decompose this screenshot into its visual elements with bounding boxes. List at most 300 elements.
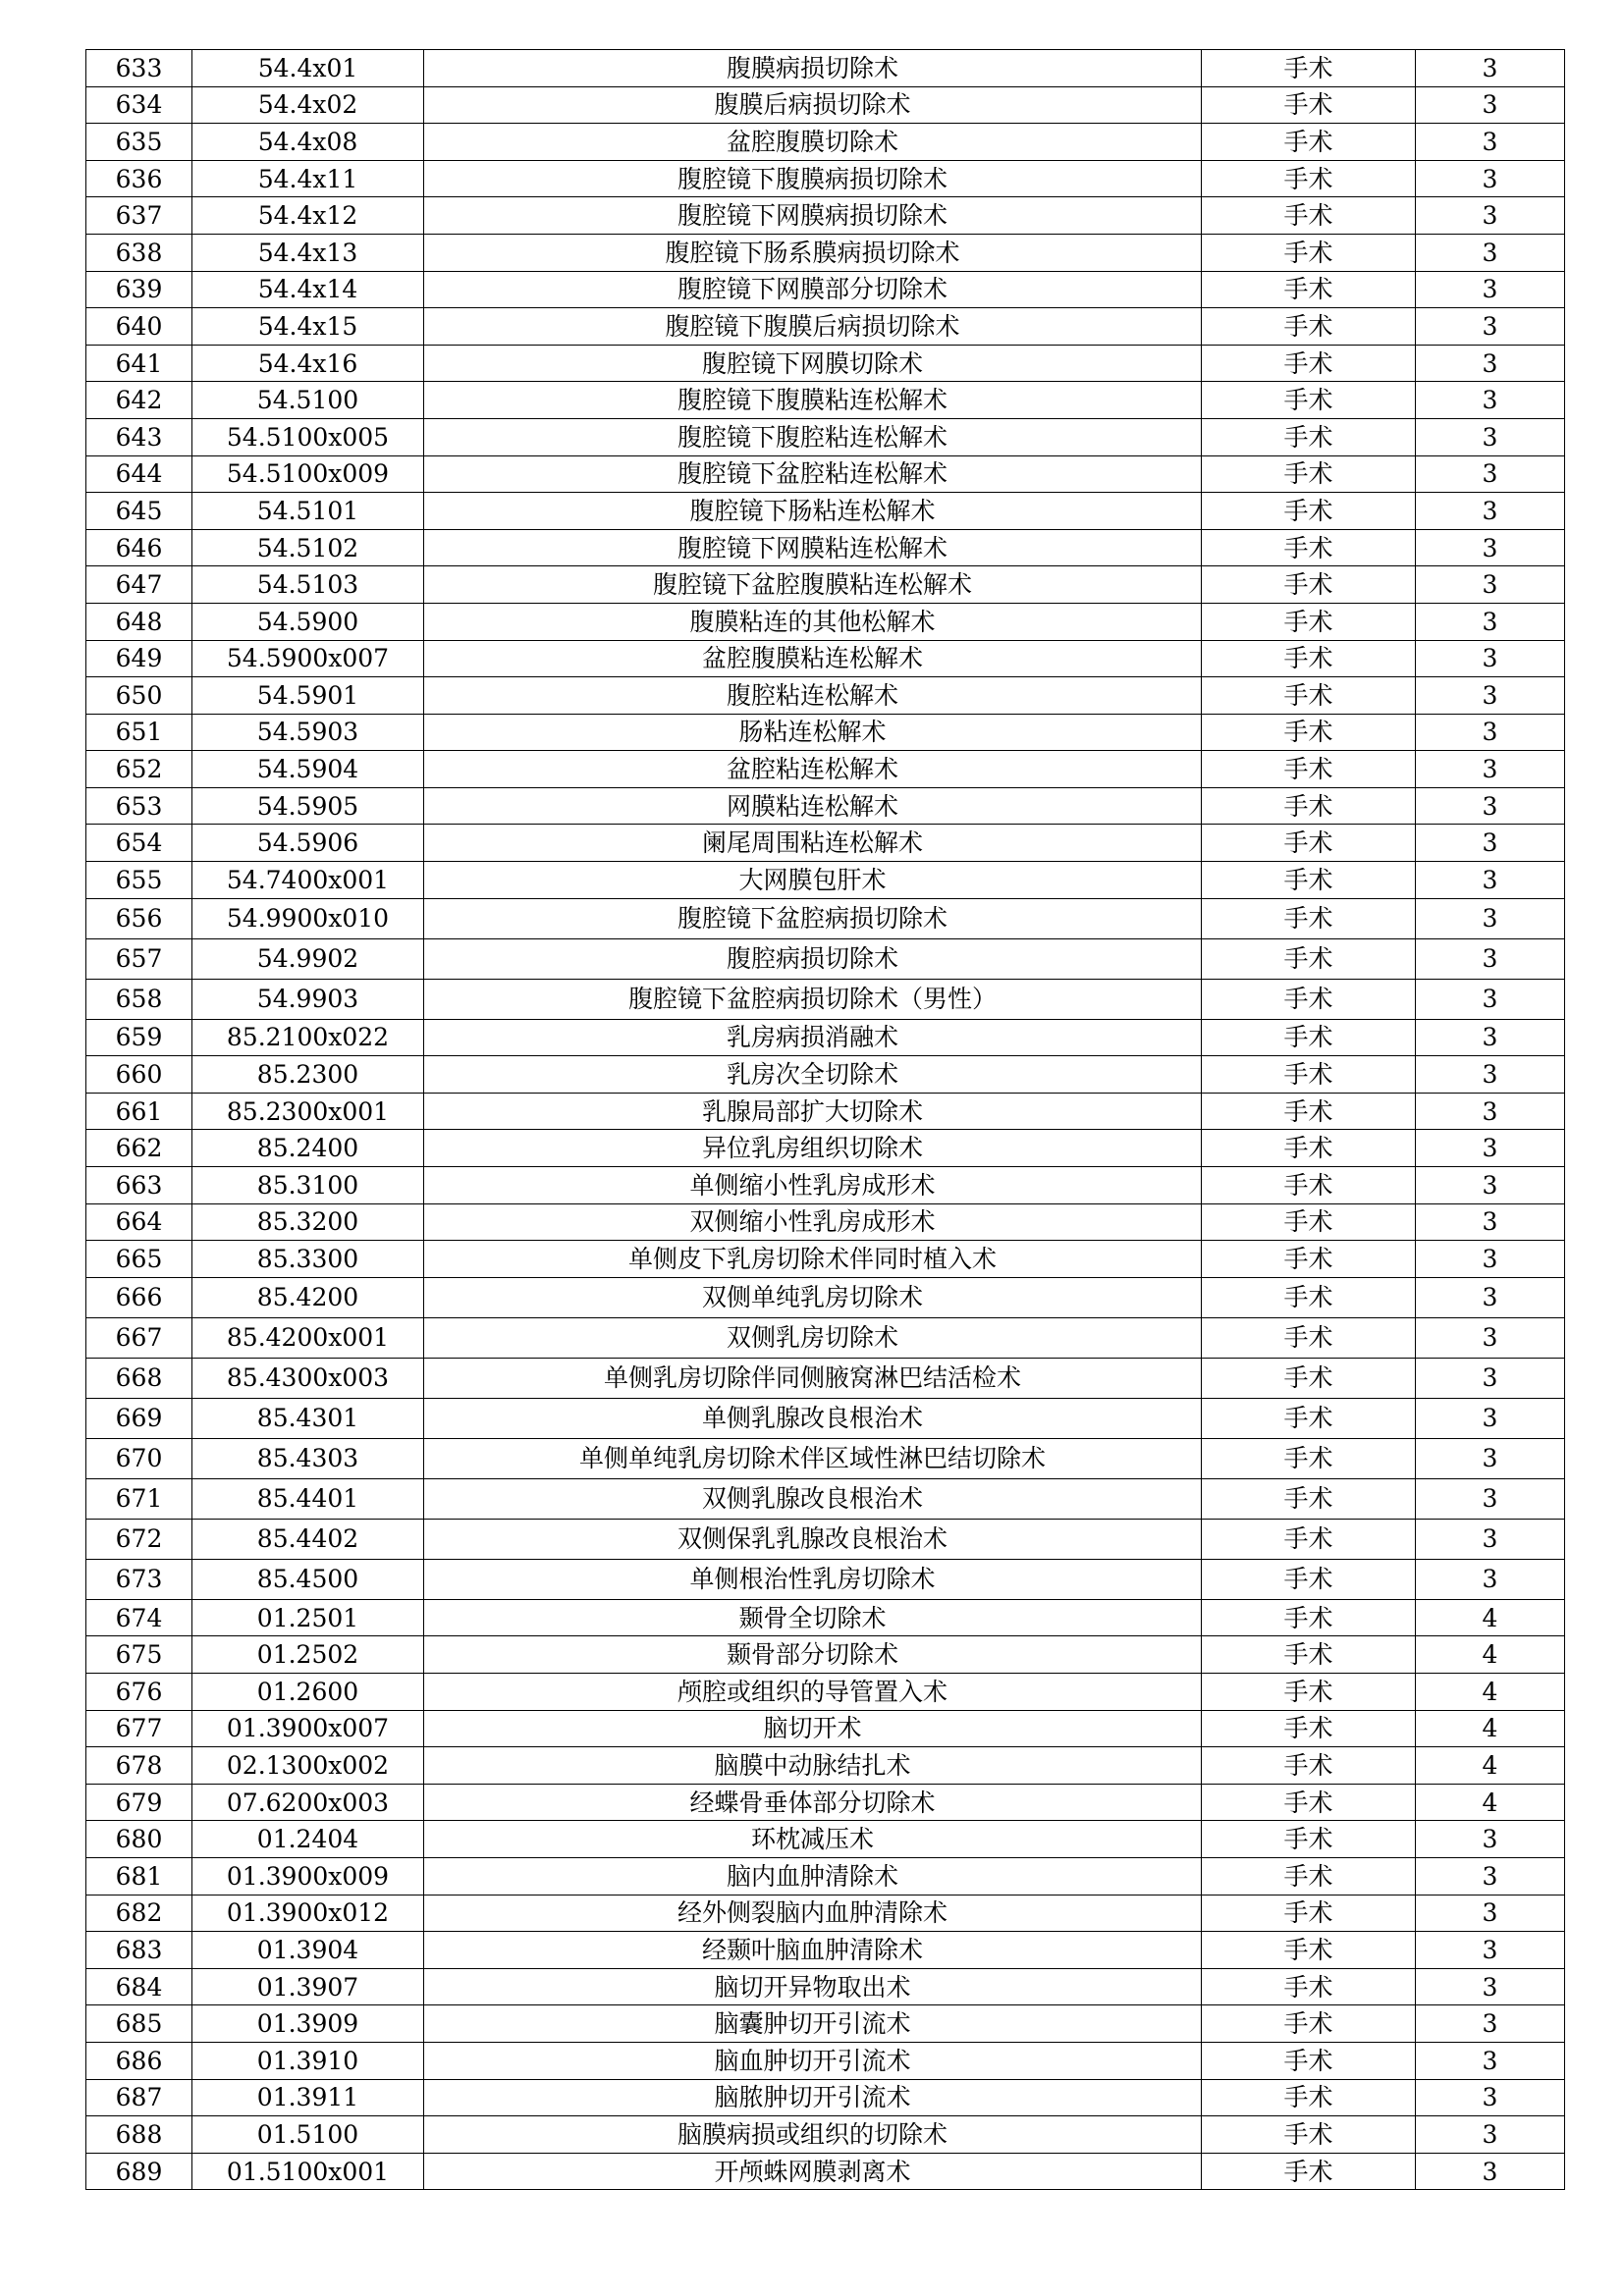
row-number-cell: 680 xyxy=(86,1821,192,1858)
procedure-grade-cell: 3 xyxy=(1416,1857,1565,1895)
procedure-name-cell: 阑尾周围粘连松解术 xyxy=(424,825,1202,862)
procedure-name-cell: 大网膜包肝术 xyxy=(424,862,1202,899)
row-number-cell: 672 xyxy=(86,1519,192,1559)
procedure-grade-cell: 4 xyxy=(1416,1636,1565,1674)
procedure-type-cell: 手术 xyxy=(1202,455,1416,493)
procedure-type-cell: 手术 xyxy=(1202,1636,1416,1674)
table-row xyxy=(86,566,1565,604)
procedure-grade-cell: 3 xyxy=(1416,1019,1565,1056)
row-number-cell: 640 xyxy=(86,308,192,346)
procedure-name-cell: 脑膜病损或组织的切除术 xyxy=(424,2116,1202,2154)
procedure-type-cell: 手术 xyxy=(1202,234,1416,271)
table-row xyxy=(86,1821,1565,1858)
procedure-type-cell: 手术 xyxy=(1202,1674,1416,1711)
procedure-name-cell: 乳房病损消融术 xyxy=(424,1019,1202,1056)
procedure-type-cell: 手术 xyxy=(1202,271,1416,308)
procedure-code-cell: 85.2400 xyxy=(192,1130,424,1167)
table-row xyxy=(86,1130,1565,1167)
procedure-grade-cell: 3 xyxy=(1416,640,1565,677)
procedure-name-cell: 乳腺局部扩大切除术 xyxy=(424,1093,1202,1130)
table-row xyxy=(86,751,1565,788)
procedure-name-cell: 环枕减压术 xyxy=(424,1821,1202,1858)
procedure-code-cell: 54.5901 xyxy=(192,677,424,715)
procedure-grade-cell: 3 xyxy=(1416,1317,1565,1358)
table-row xyxy=(86,86,1565,124)
table-row xyxy=(86,160,1565,197)
row-number-cell: 657 xyxy=(86,938,192,979)
procedure-name-cell: 开颅蛛网膜剥离术 xyxy=(424,2153,1202,2190)
procedure-type-cell: 手术 xyxy=(1202,308,1416,346)
procedure-grade-cell: 3 xyxy=(1416,1559,1565,1599)
procedure-code-cell: 85.3300 xyxy=(192,1241,424,1278)
procedure-code-cell: 01.3909 xyxy=(192,2005,424,2043)
procedure-table xyxy=(85,49,1565,2190)
procedure-name-cell: 腹腔镜下腹腔粘连松解术 xyxy=(424,418,1202,455)
procedure-grade-cell: 3 xyxy=(1416,1167,1565,1204)
table-row xyxy=(86,2153,1565,2190)
table-row xyxy=(86,2116,1565,2154)
table-row xyxy=(86,640,1565,677)
row-number-cell: 641 xyxy=(86,345,192,382)
procedure-grade-cell: 3 xyxy=(1416,898,1565,938)
table-row xyxy=(86,714,1565,751)
table-row xyxy=(86,979,1565,1019)
row-number-cell: 655 xyxy=(86,862,192,899)
row-number-cell: 668 xyxy=(86,1358,192,1398)
procedure-type-cell: 手术 xyxy=(1202,1093,1416,1130)
procedure-code-cell: 54.7400x001 xyxy=(192,862,424,899)
procedure-name-cell: 单侧单纯乳房切除术伴区域性淋巴结切除术 xyxy=(424,1438,1202,1478)
procedure-type-cell: 手术 xyxy=(1202,714,1416,751)
procedure-name-cell: 腹腔镜下腹膜病损切除术 xyxy=(424,160,1202,197)
table-row xyxy=(86,2005,1565,2043)
row-number-cell: 635 xyxy=(86,124,192,161)
procedure-grade-cell: 4 xyxy=(1416,1747,1565,1785)
procedure-grade-cell: 3 xyxy=(1416,1438,1565,1478)
table-row xyxy=(86,787,1565,825)
procedure-code-cell: 85.4401 xyxy=(192,1478,424,1519)
table-row xyxy=(86,1358,1565,1398)
row-number-cell: 660 xyxy=(86,1056,192,1094)
row-number-cell: 664 xyxy=(86,1203,192,1241)
procedure-type-cell: 手术 xyxy=(1202,1895,1416,1932)
table-row xyxy=(86,1747,1565,1785)
procedure-type-cell: 手术 xyxy=(1202,862,1416,899)
procedure-grade-cell: 3 xyxy=(1416,677,1565,715)
procedure-code-cell: 07.6200x003 xyxy=(192,1784,424,1821)
row-number-cell: 683 xyxy=(86,1932,192,1969)
row-number-cell: 665 xyxy=(86,1241,192,1278)
procedure-code-cell: 54.4x01 xyxy=(192,50,424,87)
procedure-code-cell: 54.5904 xyxy=(192,751,424,788)
procedure-name-cell: 腹膜粘连的其他松解术 xyxy=(424,603,1202,640)
procedure-code-cell: 01.3900x007 xyxy=(192,1710,424,1747)
table-row xyxy=(86,234,1565,271)
table-row xyxy=(86,677,1565,715)
row-number-cell: 667 xyxy=(86,1317,192,1358)
procedure-code-cell: 54.5900x007 xyxy=(192,640,424,677)
procedure-type-cell: 手术 xyxy=(1202,2116,1416,2154)
procedure-name-cell: 腹腔镜下腹膜后病损切除术 xyxy=(424,308,1202,346)
procedure-code-cell: 54.4x08 xyxy=(192,124,424,161)
procedure-code-cell: 85.4200 xyxy=(192,1277,424,1317)
procedure-code-cell: 54.9903 xyxy=(192,979,424,1019)
procedure-name-cell: 经蝶骨垂体部分切除术 xyxy=(424,1784,1202,1821)
procedure-type-cell: 手术 xyxy=(1202,160,1416,197)
procedure-table-body xyxy=(86,50,1565,2190)
procedure-code-cell: 01.3900x012 xyxy=(192,1895,424,1932)
table-row xyxy=(86,308,1565,346)
row-number-cell: 650 xyxy=(86,677,192,715)
procedure-code-cell: 85.3100 xyxy=(192,1167,424,1204)
procedure-grade-cell: 3 xyxy=(1416,1203,1565,1241)
row-number-cell: 679 xyxy=(86,1784,192,1821)
procedure-name-cell: 网膜粘连松解术 xyxy=(424,787,1202,825)
procedure-type-cell: 手术 xyxy=(1202,418,1416,455)
procedure-code-cell: 54.9900x010 xyxy=(192,898,424,938)
procedure-type-cell: 手术 xyxy=(1202,566,1416,604)
table-row xyxy=(86,382,1565,419)
table-row xyxy=(86,1019,1565,1056)
procedure-name-cell: 腹腔镜下盆腔病损切除术（男性） xyxy=(424,979,1202,1019)
procedure-grade-cell: 3 xyxy=(1416,529,1565,566)
row-number-cell: 649 xyxy=(86,640,192,677)
procedure-grade-cell: 3 xyxy=(1416,1821,1565,1858)
procedure-grade-cell: 3 xyxy=(1416,418,1565,455)
procedure-type-cell: 手术 xyxy=(1202,493,1416,530)
procedure-name-cell: 双侧缩小性乳房成形术 xyxy=(424,1203,1202,1241)
row-number-cell: 674 xyxy=(86,1599,192,1636)
procedure-type-cell: 手术 xyxy=(1202,1478,1416,1519)
table-row xyxy=(86,418,1565,455)
row-number-cell: 689 xyxy=(86,2153,192,2190)
procedure-type-cell: 手术 xyxy=(1202,1019,1416,1056)
table-row xyxy=(86,825,1565,862)
procedure-code-cell: 01.2501 xyxy=(192,1599,424,1636)
procedure-grade-cell: 3 xyxy=(1416,787,1565,825)
procedure-code-cell: 54.5101 xyxy=(192,493,424,530)
row-number-cell: 651 xyxy=(86,714,192,751)
procedure-code-cell: 54.5900 xyxy=(192,603,424,640)
procedure-grade-cell: 4 xyxy=(1416,1674,1565,1711)
table-row xyxy=(86,124,1565,161)
procedure-code-cell: 01.3910 xyxy=(192,2042,424,2079)
row-number-cell: 673 xyxy=(86,1559,192,1599)
row-number-cell: 686 xyxy=(86,2042,192,2079)
row-number-cell: 652 xyxy=(86,751,192,788)
procedure-type-cell: 手术 xyxy=(1202,603,1416,640)
procedure-name-cell: 腹膜后病损切除术 xyxy=(424,86,1202,124)
procedure-name-cell: 颞骨全切除术 xyxy=(424,1599,1202,1636)
row-number-cell: 653 xyxy=(86,787,192,825)
procedure-name-cell: 盆腔粘连松解术 xyxy=(424,751,1202,788)
procedure-type-cell: 手术 xyxy=(1202,345,1416,382)
procedure-grade-cell: 3 xyxy=(1416,751,1565,788)
procedure-name-cell: 腹腔镜下网膜部分切除术 xyxy=(424,271,1202,308)
procedure-grade-cell: 3 xyxy=(1416,160,1565,197)
table-row xyxy=(86,493,1565,530)
row-number-cell: 687 xyxy=(86,2079,192,2116)
table-row xyxy=(86,345,1565,382)
procedure-type-cell: 手术 xyxy=(1202,979,1416,1019)
procedure-code-cell: 54.5102 xyxy=(192,529,424,566)
procedure-code-cell: 54.5100x005 xyxy=(192,418,424,455)
procedure-type-cell: 手术 xyxy=(1202,382,1416,419)
row-number-cell: 644 xyxy=(86,455,192,493)
procedure-grade-cell: 3 xyxy=(1416,566,1565,604)
procedure-grade-cell: 3 xyxy=(1416,1932,1565,1969)
procedure-type-cell: 手术 xyxy=(1202,825,1416,862)
table-row xyxy=(86,1478,1565,1519)
procedure-grade-cell: 3 xyxy=(1416,1093,1565,1130)
row-number-cell: 638 xyxy=(86,234,192,271)
table-row xyxy=(86,1519,1565,1559)
row-number-cell: 688 xyxy=(86,2116,192,2154)
procedure-type-cell: 手术 xyxy=(1202,50,1416,87)
procedure-name-cell: 脑血肿切开引流术 xyxy=(424,2042,1202,2079)
row-number-cell: 670 xyxy=(86,1438,192,1478)
procedure-type-cell: 手术 xyxy=(1202,640,1416,677)
procedure-type-cell: 手术 xyxy=(1202,1747,1416,1785)
procedure-type-cell: 手术 xyxy=(1202,1438,1416,1478)
procedure-grade-cell: 3 xyxy=(1416,1056,1565,1094)
row-number-cell: 656 xyxy=(86,898,192,938)
procedure-type-cell: 手术 xyxy=(1202,1599,1416,1636)
procedure-name-cell: 颞骨部分切除术 xyxy=(424,1636,1202,1674)
procedure-grade-cell: 3 xyxy=(1416,1398,1565,1438)
table-row xyxy=(86,1559,1565,1599)
table-row xyxy=(86,1093,1565,1130)
procedure-type-cell: 手术 xyxy=(1202,1056,1416,1094)
procedure-name-cell: 单侧皮下乳房切除术伴同时植入术 xyxy=(424,1241,1202,1278)
table-row xyxy=(86,1857,1565,1895)
table-row xyxy=(86,1932,1565,1969)
procedure-code-cell: 54.5905 xyxy=(192,787,424,825)
procedure-grade-cell: 3 xyxy=(1416,1277,1565,1317)
procedure-name-cell: 腹腔粘连松解术 xyxy=(424,677,1202,715)
table-row xyxy=(86,898,1565,938)
row-number-cell: 685 xyxy=(86,2005,192,2043)
procedure-code-cell: 01.2404 xyxy=(192,1821,424,1858)
procedure-grade-cell: 3 xyxy=(1416,2042,1565,2079)
procedure-name-cell: 颅腔或组织的导管置入术 xyxy=(424,1674,1202,1711)
row-number-cell: 661 xyxy=(86,1093,192,1130)
row-number-cell: 636 xyxy=(86,160,192,197)
table-row xyxy=(86,938,1565,979)
procedure-grade-cell: 3 xyxy=(1416,1519,1565,1559)
row-number-cell: 662 xyxy=(86,1130,192,1167)
procedure-name-cell: 乳房次全切除术 xyxy=(424,1056,1202,1094)
procedure-name-cell: 脑内血肿清除术 xyxy=(424,1857,1202,1895)
procedure-type-cell: 手术 xyxy=(1202,2153,1416,2190)
procedure-grade-cell: 3 xyxy=(1416,234,1565,271)
procedure-grade-cell: 3 xyxy=(1416,197,1565,235)
procedure-grade-cell: 3 xyxy=(1416,271,1565,308)
row-number-cell: 671 xyxy=(86,1478,192,1519)
procedure-code-cell: 54.4x14 xyxy=(192,271,424,308)
procedure-type-cell: 手术 xyxy=(1202,1968,1416,2005)
row-number-cell: 678 xyxy=(86,1747,192,1785)
procedure-name-cell: 脑囊肿切开引流术 xyxy=(424,2005,1202,2043)
procedure-code-cell: 01.3911 xyxy=(192,2079,424,2116)
procedure-type-cell: 手术 xyxy=(1202,1519,1416,1559)
procedure-type-cell: 手术 xyxy=(1202,529,1416,566)
procedure-type-cell: 手术 xyxy=(1202,938,1416,979)
row-number-cell: 666 xyxy=(86,1277,192,1317)
procedure-name-cell: 腹腔镜下肠粘连松解术 xyxy=(424,493,1202,530)
procedure-code-cell: 01.5100x001 xyxy=(192,2153,424,2190)
procedure-code-cell: 85.4200x001 xyxy=(192,1317,424,1358)
row-number-cell: 643 xyxy=(86,418,192,455)
procedure-grade-cell: 4 xyxy=(1416,1710,1565,1747)
procedure-type-cell: 手术 xyxy=(1202,1167,1416,1204)
procedure-name-cell: 腹腔镜下网膜切除术 xyxy=(424,345,1202,382)
procedure-code-cell: 54.4x11 xyxy=(192,160,424,197)
procedure-grade-cell: 3 xyxy=(1416,2005,1565,2043)
procedure-type-cell: 手术 xyxy=(1202,1358,1416,1398)
procedure-grade-cell: 3 xyxy=(1416,2153,1565,2190)
procedure-code-cell: 85.4301 xyxy=(192,1398,424,1438)
procedure-name-cell: 腹膜病损切除术 xyxy=(424,50,1202,87)
procedure-grade-cell: 3 xyxy=(1416,86,1565,124)
procedure-code-cell: 85.4303 xyxy=(192,1438,424,1478)
procedure-grade-cell: 3 xyxy=(1416,308,1565,346)
procedure-type-cell: 手术 xyxy=(1202,86,1416,124)
table-row xyxy=(86,529,1565,566)
procedure-type-cell: 手术 xyxy=(1202,1203,1416,1241)
procedure-grade-cell: 3 xyxy=(1416,2116,1565,2154)
procedure-name-cell: 腹腔镜下网膜病损切除术 xyxy=(424,197,1202,235)
procedure-grade-cell: 3 xyxy=(1416,2079,1565,2116)
procedure-code-cell: 85.2300 xyxy=(192,1056,424,1094)
procedure-code-cell: 01.3907 xyxy=(192,1968,424,2005)
procedure-grade-cell: 3 xyxy=(1416,493,1565,530)
procedure-name-cell: 单侧乳房切除伴同侧腋窝淋巴结活检术 xyxy=(424,1358,1202,1398)
procedure-grade-cell: 3 xyxy=(1416,345,1565,382)
procedure-name-cell: 单侧缩小性乳房成形术 xyxy=(424,1167,1202,1204)
table-row xyxy=(86,2079,1565,2116)
procedure-grade-cell: 4 xyxy=(1416,1599,1565,1636)
procedure-type-cell: 手术 xyxy=(1202,2079,1416,2116)
procedure-name-cell: 双侧乳腺改良根治术 xyxy=(424,1478,1202,1519)
procedure-type-cell: 手术 xyxy=(1202,1241,1416,1278)
procedure-code-cell: 85.3200 xyxy=(192,1203,424,1241)
procedure-grade-cell: 3 xyxy=(1416,1478,1565,1519)
procedure-type-cell: 手术 xyxy=(1202,1130,1416,1167)
procedure-type-cell: 手术 xyxy=(1202,1821,1416,1858)
table-row xyxy=(86,1277,1565,1317)
procedure-name-cell: 脑脓肿切开引流术 xyxy=(424,2079,1202,2116)
table-row xyxy=(86,1203,1565,1241)
row-number-cell: 682 xyxy=(86,1895,192,1932)
table-row xyxy=(86,1438,1565,1478)
procedure-code-cell: 01.2600 xyxy=(192,1674,424,1711)
procedure-type-cell: 手术 xyxy=(1202,1559,1416,1599)
procedure-name-cell: 腹腔镜下盆腔粘连松解术 xyxy=(424,455,1202,493)
procedure-type-cell: 手术 xyxy=(1202,787,1416,825)
procedure-name-cell: 单侧根治性乳房切除术 xyxy=(424,1559,1202,1599)
table-row xyxy=(86,271,1565,308)
procedure-grade-cell: 3 xyxy=(1416,1358,1565,1398)
row-number-cell: 639 xyxy=(86,271,192,308)
procedure-code-cell: 54.4x15 xyxy=(192,308,424,346)
procedure-name-cell: 单侧乳腺改良根治术 xyxy=(424,1398,1202,1438)
procedure-name-cell: 脑膜中动脉结扎术 xyxy=(424,1747,1202,1785)
procedure-code-cell: 85.2100x022 xyxy=(192,1019,424,1056)
row-number-cell: 669 xyxy=(86,1398,192,1438)
procedure-name-cell: 双侧单纯乳房切除术 xyxy=(424,1277,1202,1317)
row-number-cell: 654 xyxy=(86,825,192,862)
procedure-type-cell: 手术 xyxy=(1202,1398,1416,1438)
procedure-grade-cell: 3 xyxy=(1416,825,1565,862)
row-number-cell: 676 xyxy=(86,1674,192,1711)
table-row xyxy=(86,2042,1565,2079)
row-number-cell: 675 xyxy=(86,1636,192,1674)
procedure-name-cell: 经颞叶脑血肿清除术 xyxy=(424,1932,1202,1969)
procedure-name-cell: 腹腔病损切除术 xyxy=(424,938,1202,979)
table-row xyxy=(86,197,1565,235)
procedure-code-cell: 85.2300x001 xyxy=(192,1093,424,1130)
procedure-grade-cell: 3 xyxy=(1416,455,1565,493)
procedure-code-cell: 54.4x02 xyxy=(192,86,424,124)
procedure-grade-cell: 4 xyxy=(1416,1784,1565,1821)
procedure-type-cell: 手术 xyxy=(1202,2042,1416,2079)
procedure-type-cell: 手术 xyxy=(1202,1857,1416,1895)
table-row xyxy=(86,1674,1565,1711)
table-row xyxy=(86,1710,1565,1747)
row-number-cell: 648 xyxy=(86,603,192,640)
procedure-code-cell: 85.4300x003 xyxy=(192,1358,424,1398)
procedure-code-cell: 85.4500 xyxy=(192,1559,424,1599)
procedure-name-cell: 腹腔镜下盆腔病损切除术 xyxy=(424,898,1202,938)
row-number-cell: 637 xyxy=(86,197,192,235)
procedure-grade-cell: 3 xyxy=(1416,1241,1565,1278)
procedure-name-cell: 腹腔镜下盆腔腹膜粘连松解术 xyxy=(424,566,1202,604)
procedure-type-cell: 手术 xyxy=(1202,898,1416,938)
table-row xyxy=(86,455,1565,493)
row-number-cell: 647 xyxy=(86,566,192,604)
procedure-grade-cell: 3 xyxy=(1416,979,1565,1019)
row-number-cell: 642 xyxy=(86,382,192,419)
procedure-type-cell: 手术 xyxy=(1202,1317,1416,1358)
procedure-code-cell: 54.4x13 xyxy=(192,234,424,271)
table-row xyxy=(86,1895,1565,1932)
row-number-cell: 663 xyxy=(86,1167,192,1204)
table-row xyxy=(86,1599,1565,1636)
procedure-grade-cell: 3 xyxy=(1416,1895,1565,1932)
procedure-code-cell: 01.5100 xyxy=(192,2116,424,2154)
procedure-grade-cell: 3 xyxy=(1416,938,1565,979)
procedure-code-cell: 02.1300x002 xyxy=(192,1747,424,1785)
procedure-name-cell: 脑切开异物取出术 xyxy=(424,1968,1202,2005)
procedure-name-cell: 盆腔腹膜切除术 xyxy=(424,124,1202,161)
row-number-cell: 633 xyxy=(86,50,192,87)
procedure-type-cell: 手术 xyxy=(1202,124,1416,161)
procedure-code-cell: 85.4402 xyxy=(192,1519,424,1559)
procedure-name-cell: 腹腔镜下腹膜粘连松解术 xyxy=(424,382,1202,419)
procedure-grade-cell: 3 xyxy=(1416,382,1565,419)
procedure-grade-cell: 3 xyxy=(1416,1968,1565,2005)
row-number-cell: 659 xyxy=(86,1019,192,1056)
procedure-name-cell: 异位乳房组织切除术 xyxy=(424,1130,1202,1167)
procedure-name-cell: 腹腔镜下肠系膜病损切除术 xyxy=(424,234,1202,271)
procedure-name-cell: 腹腔镜下网膜粘连松解术 xyxy=(424,529,1202,566)
table-row xyxy=(86,1167,1565,1204)
procedure-code-cell: 54.4x12 xyxy=(192,197,424,235)
procedure-name-cell: 双侧乳房切除术 xyxy=(424,1317,1202,1358)
row-number-cell: 684 xyxy=(86,1968,192,2005)
procedure-code-cell: 01.2502 xyxy=(192,1636,424,1674)
